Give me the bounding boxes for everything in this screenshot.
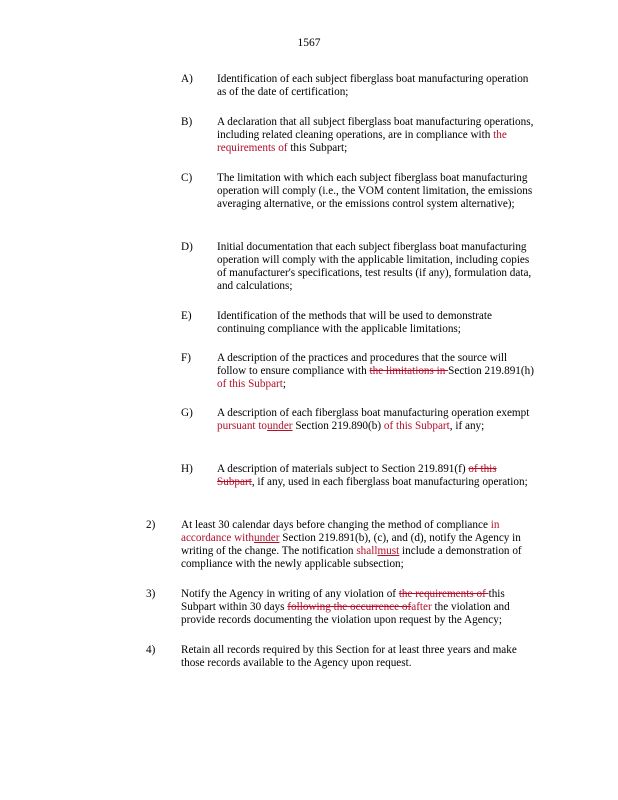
subitem-text: The limitation with which each subject fiberglass boat manufacturing operation will comply (i.e., the VOM content limitation, the emissions averaging alternative, or the emissions control system alternative); [217, 172, 533, 210]
item-text: Retain all records required by this Section for at least three years and make those records available to the Agency upon request. [181, 644, 517, 669]
subitem-label: H) [181, 463, 193, 475]
item-label: 4) [146, 644, 156, 656]
subitem-text: Identification of the methods that will be used to demonstrate continuing compliance with the applicable limitations; [217, 310, 492, 335]
subitem-text: A declaration that all subject fiberglass boat manufacturing operations, including related cleaning operations, are in compliance with the requirements of this Subpart; [217, 116, 534, 154]
subitem-label: A) [181, 73, 193, 85]
subitem-label: D) [181, 241, 193, 253]
subitem-text: A description of the practices and procedures that the source will follow to ensure compliance with the limitations in Section 219.891(h) of this Subpart; [217, 352, 534, 390]
subitem-text: A description of each fiberglass boat manufacturing operation exempt pursuant tounder Section 219.890(b) of this Subpart, if any; [217, 407, 530, 432]
subitem-text: Initial documentation that each subject fiberglass boat manufacturing operation will comply with the applicable limitation, including copies of manufacturer's specifications, test results (if any), formulation data, and calculations; [217, 241, 532, 292]
subitem-label: C) [181, 172, 193, 184]
subitem-label: F) [181, 352, 191, 364]
subitem-label: E) [181, 310, 192, 322]
subitem-label: G) [181, 407, 193, 419]
item-label: 3) [146, 588, 156, 600]
subitem-text: A description of materials subject to Section 219.891(f) of this Subpart, if any, used in each fiberglass boat manufacturing operation; [217, 463, 528, 488]
page-number: 1567 [297, 37, 321, 49]
subitem-text: Identification of each subject fiberglass boat manufacturing operation as of the date of certification; [217, 73, 529, 98]
item-text: At least 30 calendar days before changing the method of compliance in accordance withunder Section 219.891(b), (c), and (d), notify the Agency in writing of the change. The notification shallmust include a demonstration of compliance with the newly applicable subsection; [181, 519, 522, 570]
item-text: Notify the Agency in writing of any violation of the requirements of this Subpart within 30 days following the occurrence ofafter the violation and provide records documenting the violation upon request by the Agency; [181, 588, 510, 626]
subitem-label: B) [181, 116, 193, 128]
item-label: 2) [146, 519, 156, 531]
